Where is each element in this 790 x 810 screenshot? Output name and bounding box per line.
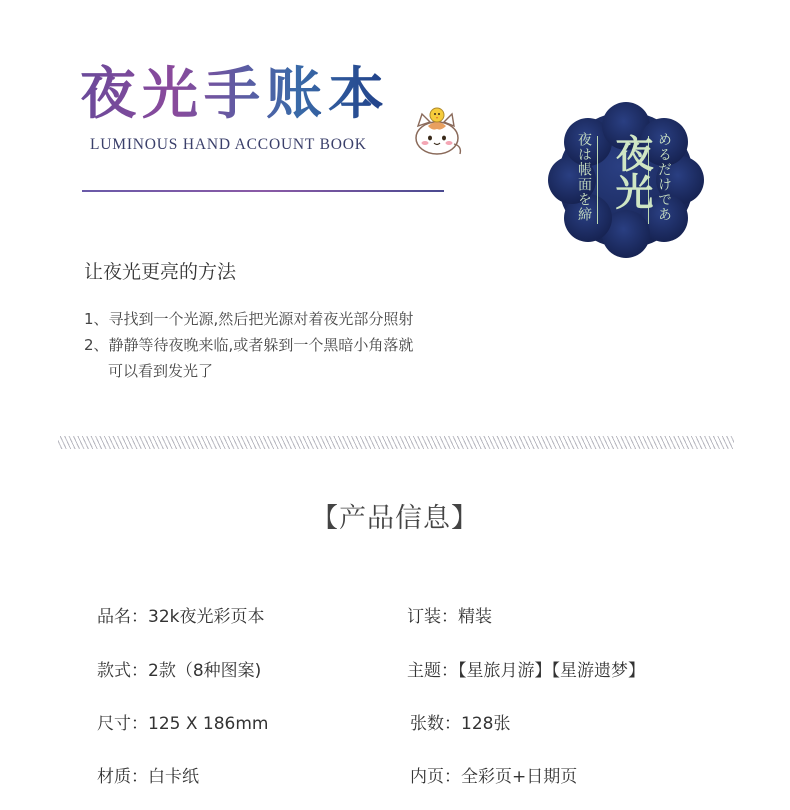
product-theme: 主题：【星旅月游】【星游遗梦】: [407, 661, 645, 681]
title-divider: [82, 190, 444, 192]
product-style: 款式：2款（8种图案): [97, 661, 262, 681]
badge-text-left: 夜は帳面を締: [576, 132, 592, 222]
method-title: 让夜光更亮的方法: [84, 261, 237, 283]
hatched-divider: [58, 436, 734, 449]
badge-text-main: 夜光: [609, 134, 653, 210]
page-subtitle: LUMINOUS HAND ACCOUNT BOOK: [90, 136, 367, 153]
product-name: 品名：32k夜光彩页本: [97, 607, 265, 627]
product-size: 尺寸：125 X 186mm: [97, 714, 269, 734]
product-info-heading: 【产品信息】: [311, 503, 479, 534]
method-list: [84, 306, 413, 384]
product-material: 材质：白卡纸: [97, 767, 199, 787]
badge-text-right: めるだけであ: [656, 132, 672, 222]
badge: [538, 92, 714, 268]
page-title: 夜光手账本: [80, 60, 390, 130]
product-binding: 订装：精装: [407, 607, 492, 627]
product-inner-pages: 内页：全彩页+日期页: [410, 767, 578, 787]
product-sheets: 张数：128张: [410, 714, 511, 734]
cat-chick-mascot-icon: [408, 104, 466, 162]
badge-divider-left: [597, 136, 598, 224]
method-item-2: 2、静静等待夜晚来临,或者躲到一个黑暗小角落就: [84, 336, 414, 354]
method-item-1: 1、寻找到一个光源,然后把光源对着夜光部分照射: [84, 310, 414, 328]
method-item-2-continued: 可以看到发光了: [108, 362, 214, 380]
